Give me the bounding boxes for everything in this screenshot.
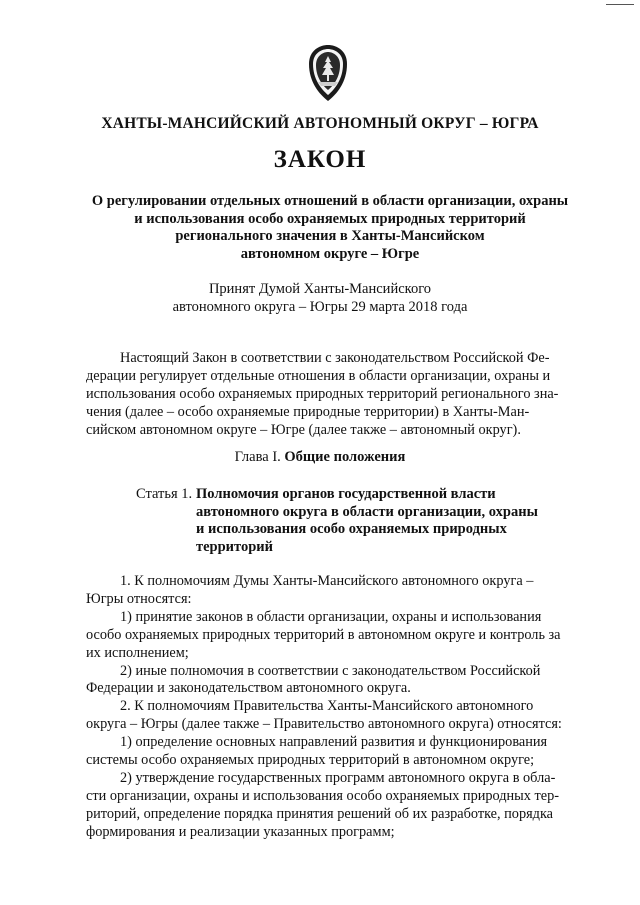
- text-line: чения (далее – особо охраняемые природные территории) в Ханты-Ман-: [86, 403, 530, 420]
- adoption-line: Принят Думой Ханты-Мансийского: [208, 281, 432, 297]
- law-title: [90, 193, 570, 263]
- text-line: использования особо охраняемых природных территорий регионального зна-: [86, 385, 559, 402]
- text-line: особо охраняемых природных территорий в автономном округе и контроль за: [86, 626, 561, 643]
- article-title-line: территорий: [196, 538, 273, 555]
- chapter-label: Глава I.: [234, 449, 281, 465]
- text-line: Настоящий Закон в соответствии с законодательством Российской Фе-: [120, 350, 550, 366]
- corner-mark: [606, 4, 634, 5]
- region-heading: ХАНТЫ-МАНСИЙСКИЙ АВТОНОМНЫЙ ОКРУГ – ЮГРА: [101, 115, 539, 132]
- law-title-line: О регулировании отдельных отношений в области организации, охраны: [91, 193, 569, 209]
- text-line: 2) иные полномочия в соответствии с законодательством Российской: [120, 662, 541, 679]
- chapter-name: Общие положения: [284, 449, 406, 465]
- text-line: 1. К полномочиям Думы Ханты-Мансийского автономного округа –: [120, 573, 534, 589]
- law-title-line: и использования особо охраняемых природных территорий: [134, 210, 526, 227]
- preamble-paragraph: [86, 350, 586, 440]
- article-title: [196, 486, 556, 556]
- text-line: 1) принятие законов в области организации, охраны и использования: [120, 608, 542, 625]
- text-line: сийском автономном округе – Югре (далее также – автономный округ).: [86, 421, 521, 438]
- text-line: Федерации и законодательством автономного округа.: [86, 680, 411, 697]
- text-line: Югры относятся:: [86, 590, 192, 607]
- text-line: формирования и реализации указанных программ;: [86, 823, 395, 840]
- document-type: ЗАКОН: [273, 146, 367, 173]
- text-line: их исполнением;: [86, 644, 189, 661]
- article-title-line: автономного округа в области организации, охраны: [196, 503, 538, 520]
- text-line: 2. К полномочиям Правительства Ханты-Мансийского автономного: [120, 698, 534, 715]
- body-text: [86, 573, 586, 842]
- chapter-heading: [0, 449, 640, 466]
- text-line: системы особо охраняемых природных территорий в автономном округе;: [86, 752, 535, 769]
- article-label: Статья 1.: [136, 486, 193, 502]
- adoption-line: автономного округа – Югры 29 марта 2018 года: [172, 299, 468, 315]
- text-line: округа – Югры (далее также – Правительство автономного округа) относятся:: [86, 716, 562, 733]
- text-line: сти организации, охраны и использования особо охраняемых природных тер-: [86, 787, 560, 804]
- text-line: 1) определение основных направлений развития и функционирования: [120, 734, 548, 751]
- law-title-line: регионального значения в Ханты-Мансийском: [175, 228, 485, 244]
- law-title-line: автономном округе – Югре: [240, 245, 420, 262]
- adoption-note: [0, 280, 640, 316]
- text-line: дерации регулирует отдельные отношения в области организации, охраны и: [86, 367, 551, 384]
- text-line: 2) утверждение государственных программ автономного округа в обла-: [120, 769, 556, 786]
- article-title-line: и использования особо охраняемых природных: [196, 521, 507, 537]
- coat-of-arms-emblem: [303, 42, 353, 104]
- text-line: риторий, определение порядка принятия решений об их разработке, порядка: [86, 805, 554, 822]
- article-title-line: Полномочия органов государственной власти: [196, 486, 496, 502]
